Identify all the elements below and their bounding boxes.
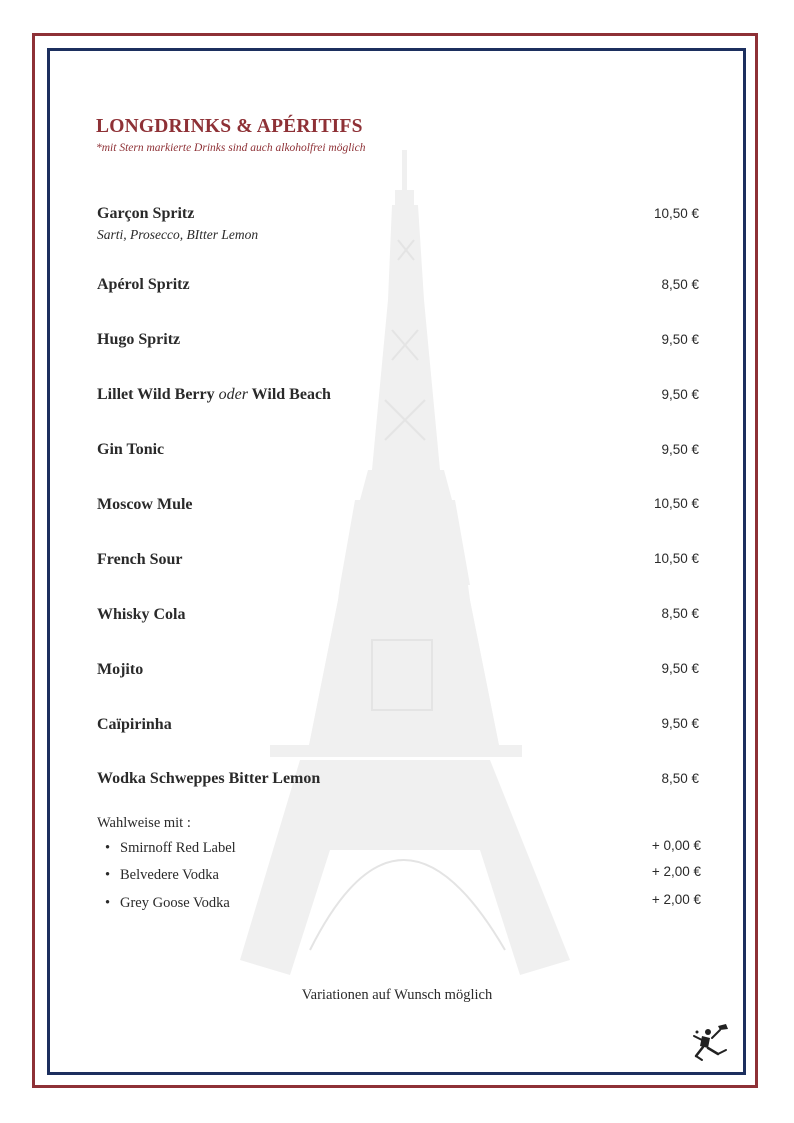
menu-item-name-part: Wild Beach (251, 386, 331, 403)
option-item (105, 867, 219, 884)
menu-item-name: Whisky Cola (97, 606, 186, 623)
menu-item-price: 8,50 € (661, 606, 699, 621)
option-name: Grey Goose Vodka (120, 895, 230, 911)
menu-title: LONGDRINKS & APÉRITIFS (96, 116, 363, 137)
menu-item-name: Garçon Spritz (97, 205, 195, 222)
menu-subtitle: *mit Stern markierte Drinks sind auch alkoholfrei möglich (96, 142, 366, 154)
menu-item-name: Hugo Spritz (97, 331, 181, 348)
option-item (105, 895, 230, 912)
option-name: Belvedere Vodka (120, 867, 219, 883)
bullet-icon: • (105, 895, 111, 911)
option-price: + 0,00 € (651, 838, 701, 853)
option-price: + 2,00 € (651, 864, 701, 879)
menu-item-name: Caïpirinha (97, 716, 172, 733)
menu-item-name: Moscow Mule (97, 496, 193, 513)
menu-item-price: 9,50 € (661, 661, 699, 676)
menu-item-price: 8,50 € (661, 277, 699, 292)
waiter-logo-icon (688, 1020, 734, 1066)
bullet-icon: • (105, 867, 111, 883)
menu-item-price: 10,50 € (653, 206, 699, 221)
menu-item-name: Apérol Spritz (97, 276, 190, 293)
option-name: Smirnoff Red Label (120, 840, 236, 856)
menu-item-name: Wodka Schweppes Bitter Lemon (97, 770, 321, 787)
menu-item-price: 9,50 € (661, 387, 699, 402)
menu-item-connector: oder (218, 386, 248, 403)
menu-item-name: French Sour (97, 551, 183, 568)
menu-item-name-part: Lillet Wild Berry (97, 386, 215, 403)
menu-item-name: Gin Tonic (97, 441, 165, 458)
menu-item-price: 8,50 € (661, 771, 699, 786)
menu-item-name: Mojito (97, 661, 144, 678)
options-label: Wahlweise mit : (97, 815, 191, 831)
menu-item-name (97, 386, 331, 404)
menu-item-description: Sarti, Prosecco, BItter Lemon (97, 227, 259, 242)
menu-item-price: 9,50 € (661, 442, 699, 457)
menu-item-price: 10,50 € (653, 551, 699, 566)
option-item (105, 840, 236, 857)
menu-item-price: 10,50 € (653, 496, 699, 511)
footer-note: Variationen auf Wunsch möglich (301, 987, 493, 1003)
bullet-icon: • (105, 840, 111, 856)
menu-item-price: 9,50 € (661, 332, 699, 347)
option-price: + 2,00 € (651, 892, 701, 907)
menu-item-price: 9,50 € (661, 716, 699, 731)
